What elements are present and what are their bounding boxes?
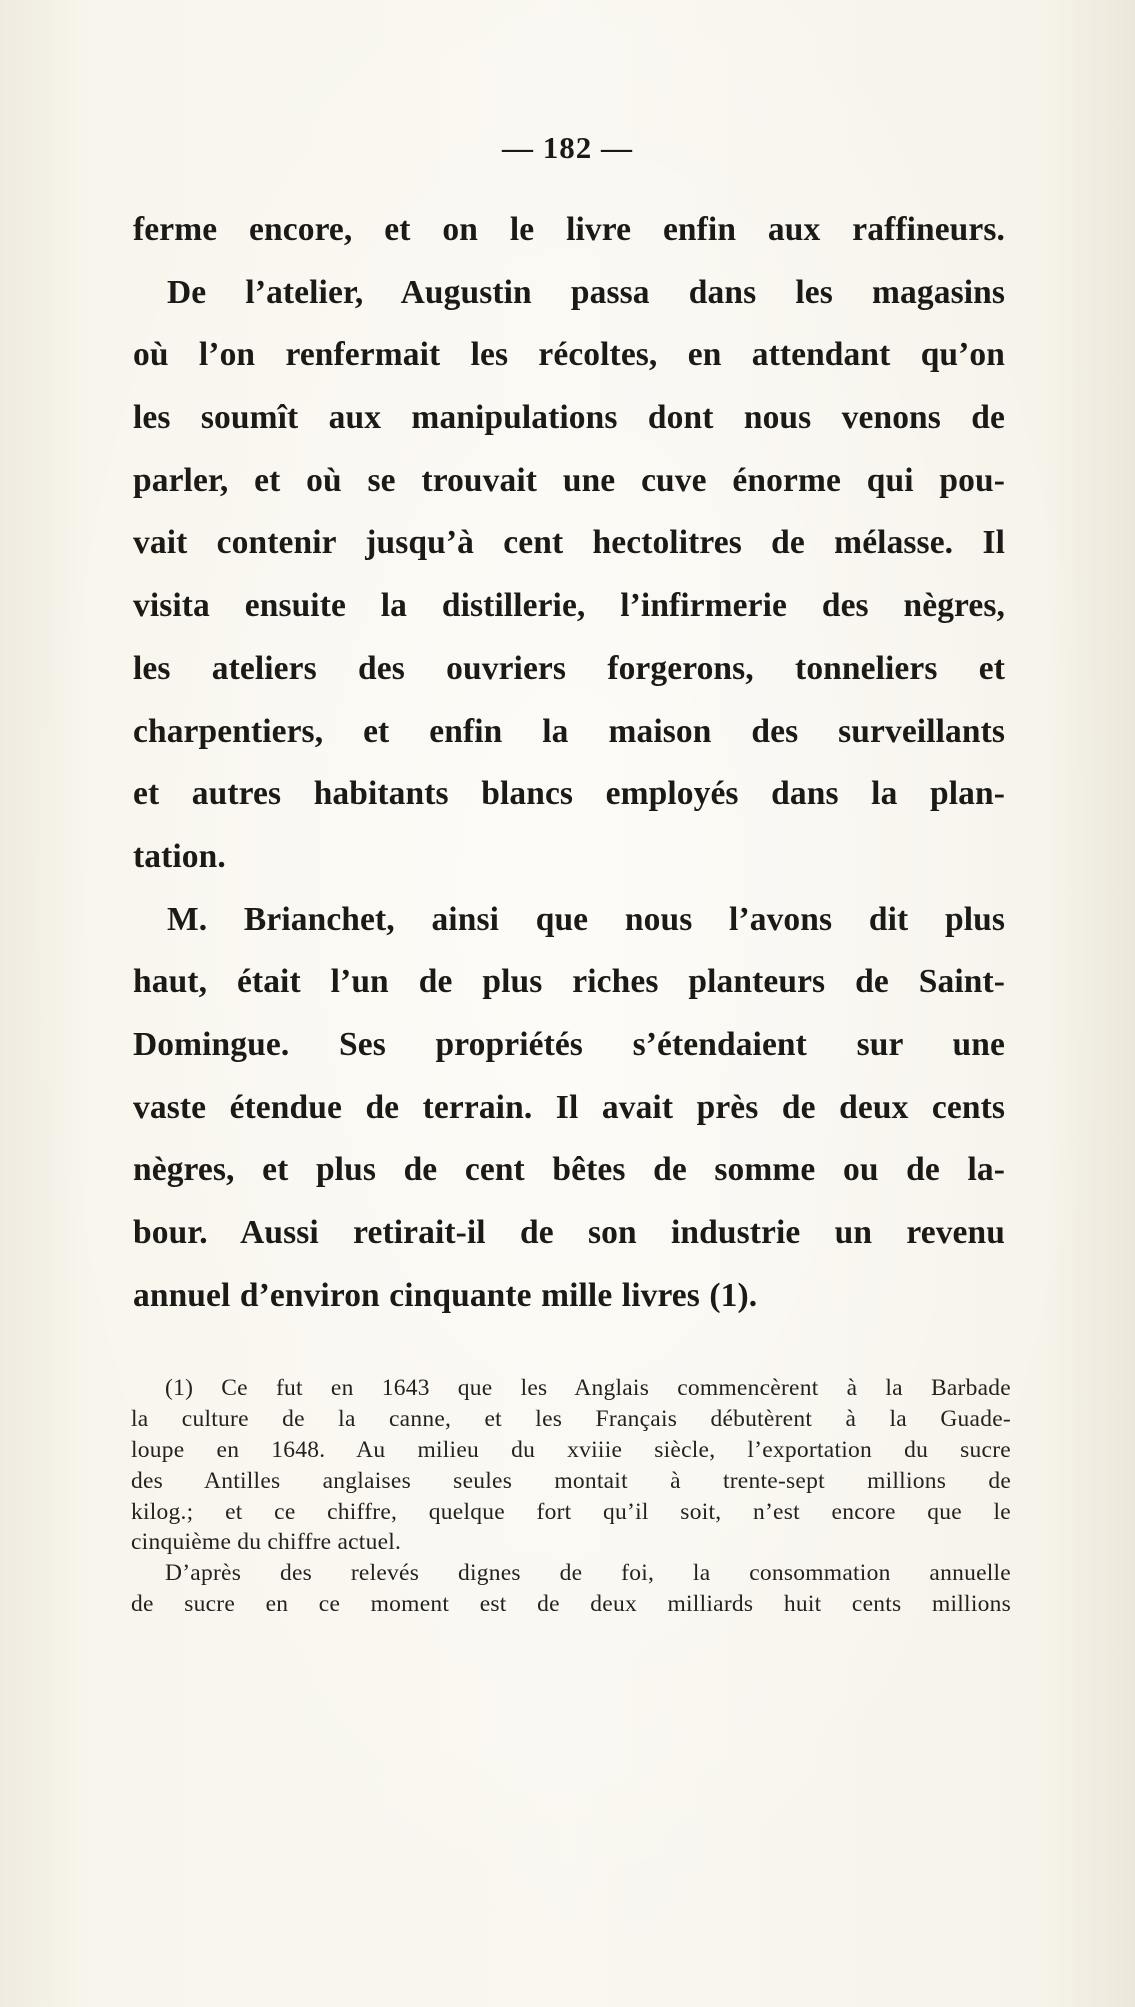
footnote xyxy=(131,1373,1011,1620)
footnote-line: loupe en 1648. Au milieu du xviiie siècle, l’exportation du sucre xyxy=(131,1436,1011,1463)
text-line: parler, et où se trouvait une cuve énorme qui pou- xyxy=(133,461,1005,499)
text-line: Domingue. Ses propriétés s’étendaient sur une xyxy=(133,1025,1005,1063)
text-line: visita ensuite la distillerie, l’infirmerie des nègres, xyxy=(133,587,1005,625)
text-line: vaste étendue de terrain. Il avait près de deux cents xyxy=(133,1088,1005,1126)
text-line: annuel d’environ cinquante mille livres (1). xyxy=(133,1276,758,1314)
footnote-line: kilog.; et ce chiffre, quelque fort qu’il soit, n’est encore que le xyxy=(131,1498,1011,1525)
footnote-line: cinquième du chiffre actuel. xyxy=(131,1529,402,1556)
text-line: les ateliers des ouvriers forgerons, tonneliers et xyxy=(133,649,1005,687)
text-line: De l’atelier, Augustin passa dans les magasins xyxy=(167,273,1005,311)
footnote-line: de sucre en ce moment est de deux milliards huit cents millions xyxy=(131,1591,1011,1618)
text-line: tation. xyxy=(133,837,226,875)
footnote-line: D’après des relevés dignes de foi, la consommation annuelle xyxy=(165,1560,1011,1587)
text-line: où l’on renfermait les récoltes, en attendant qu’on xyxy=(133,336,1005,374)
text-line: les soumît aux manipulations dont nous venons de xyxy=(133,399,1005,437)
text-line: M. Brianchet, ainsi que nous l’avons dit plus xyxy=(167,900,1005,938)
text-line: charpentiers, et enfin la maison des surveillants xyxy=(133,712,1005,750)
text-line: nègres, et plus de cent bêtes de somme ou de la- xyxy=(133,1151,1005,1189)
footnote-line: la culture de la canne, et les Français débutèrent à la Guade- xyxy=(131,1405,1011,1432)
main-text xyxy=(133,199,1005,1327)
text-line: haut, était l’un de plus riches planteurs de Saint- xyxy=(133,963,1005,1001)
text-line: vait contenir jusqu’à cent hectolitres de mélasse. Il xyxy=(133,524,1005,562)
text-line: bour. Aussi retirait-il de son industrie un revenu xyxy=(133,1214,1005,1251)
text-line: ferme encore, et on le livre enfin aux raffineurs. xyxy=(133,211,1005,248)
footnote-line: (1) Ce fut en 1643 que les Anglais commencèrent à la Barbade xyxy=(165,1375,1011,1401)
page-number: — 182 — xyxy=(502,130,633,165)
footnote-line: des Antilles anglaises seules montait à trente-sept millions de xyxy=(131,1467,1011,1494)
text-line: et autres habitants blancs employés dans la plan- xyxy=(133,775,1005,813)
